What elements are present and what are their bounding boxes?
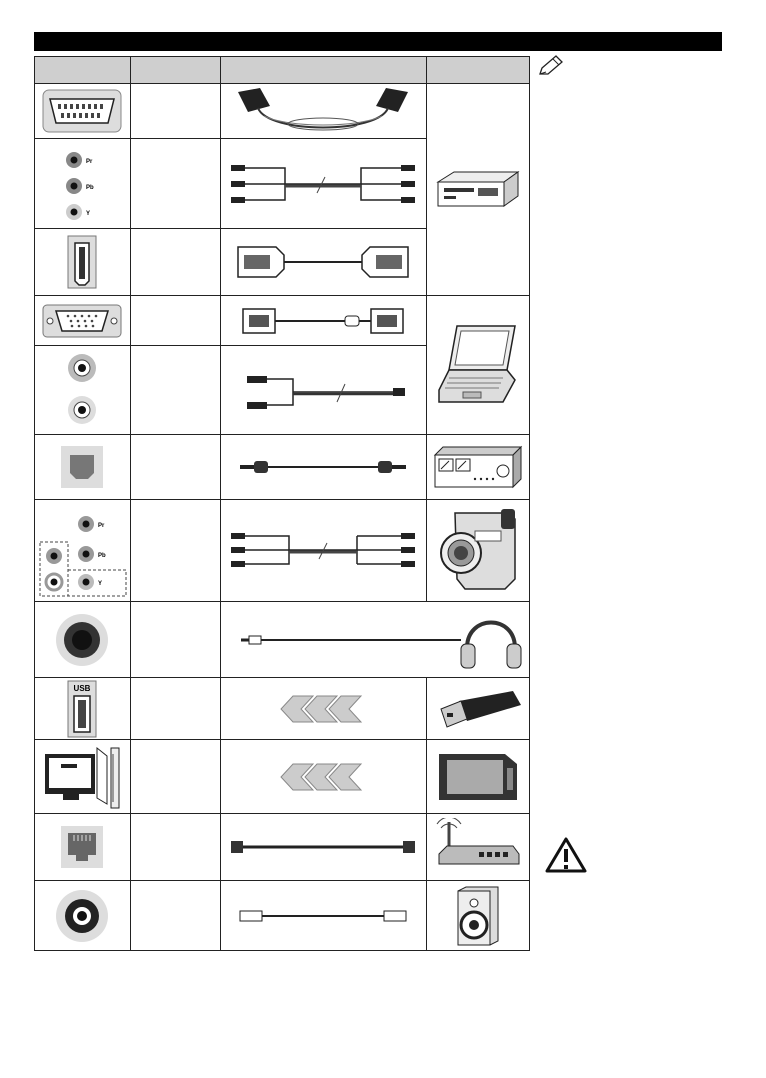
col-header-device bbox=[427, 57, 530, 84]
headphone-type-cell bbox=[130, 602, 220, 678]
table-row-headphone bbox=[35, 602, 530, 678]
ci-type-cell bbox=[130, 740, 220, 814]
headphones-icon bbox=[461, 622, 521, 668]
usb-label: USB bbox=[73, 683, 91, 693]
scart-port-icon bbox=[35, 84, 131, 139]
pc-audio-type-cell bbox=[130, 346, 220, 435]
connection-table bbox=[34, 56, 530, 951]
table-row-vga bbox=[35, 296, 530, 346]
hdmi-port-icon bbox=[35, 229, 131, 296]
hdmi-cable-icon bbox=[220, 229, 427, 296]
warning-icon bbox=[544, 836, 588, 874]
page-header-bar bbox=[34, 32, 722, 51]
vga-type-cell bbox=[130, 296, 220, 346]
optical-port-icon bbox=[35, 435, 131, 500]
jack-label-pr: Pr bbox=[86, 158, 93, 165]
coax-port-icon bbox=[35, 881, 131, 951]
table-row-ci bbox=[35, 740, 530, 814]
optical-cable-icon bbox=[220, 435, 427, 500]
cam-module-icon bbox=[427, 740, 530, 814]
side-jack-label-pb: Pb bbox=[98, 552, 107, 559]
router-icon bbox=[427, 814, 530, 881]
side-av-type-cell bbox=[130, 500, 220, 602]
side-av-jacks-icon bbox=[35, 500, 131, 602]
usb-type-cell bbox=[130, 678, 220, 740]
col-header-cable bbox=[220, 57, 427, 84]
component-type-cell bbox=[130, 139, 220, 229]
table-row-ethernet bbox=[35, 814, 530, 881]
rca-to-minijack-cable-icon bbox=[220, 346, 427, 435]
table-header-row bbox=[35, 57, 530, 84]
jack-label-y: Y bbox=[86, 210, 91, 217]
vga-port-icon bbox=[35, 296, 131, 346]
pencil-note-icon bbox=[536, 54, 564, 78]
component-cable-icon bbox=[220, 139, 427, 229]
table-row-coaxial bbox=[35, 881, 530, 951]
ethernet-port-icon bbox=[35, 814, 131, 881]
jack-label-pb: Pb bbox=[86, 184, 95, 191]
table-row-usb bbox=[35, 678, 530, 740]
ethernet-type-cell bbox=[130, 814, 220, 881]
col-header-type bbox=[130, 57, 220, 84]
audio-jacks-icon bbox=[35, 346, 131, 435]
av-cable-icon bbox=[220, 500, 427, 602]
headphone-jack-icon bbox=[35, 602, 131, 678]
ci-slot-icon bbox=[35, 740, 131, 814]
vga-cable-icon bbox=[220, 296, 427, 346]
speaker-icon bbox=[427, 881, 530, 951]
ci-insert-arrows-icon bbox=[220, 740, 427, 814]
headphone-cable-icon bbox=[220, 602, 529, 678]
spdif-type-cell bbox=[130, 435, 220, 500]
dvd-player-icon bbox=[427, 84, 530, 296]
ypbpr-jacks-icon bbox=[35, 139, 131, 229]
scart-cable-icon bbox=[220, 84, 427, 139]
table-row-scart bbox=[35, 84, 530, 139]
ethernet-cable-icon bbox=[220, 814, 427, 881]
coax-cable-icon bbox=[220, 881, 427, 951]
side-jack-label-y: Y bbox=[98, 580, 103, 587]
col-header-connector bbox=[35, 57, 131, 84]
scart-type-cell bbox=[130, 84, 220, 139]
table-row-side-av bbox=[35, 500, 530, 602]
laptop-icon bbox=[427, 296, 530, 435]
coax-type-cell bbox=[130, 881, 220, 951]
amplifier-icon bbox=[427, 435, 530, 500]
usb-insert-arrows-icon bbox=[220, 678, 427, 740]
hdmi-type-cell bbox=[130, 229, 220, 296]
side-jack-label-pr: Pr bbox=[98, 522, 105, 529]
table-row-spdif bbox=[35, 435, 530, 500]
camcorder-icon bbox=[427, 500, 530, 602]
usb-port-icon bbox=[35, 678, 131, 740]
usb-stick-icon bbox=[427, 678, 530, 740]
